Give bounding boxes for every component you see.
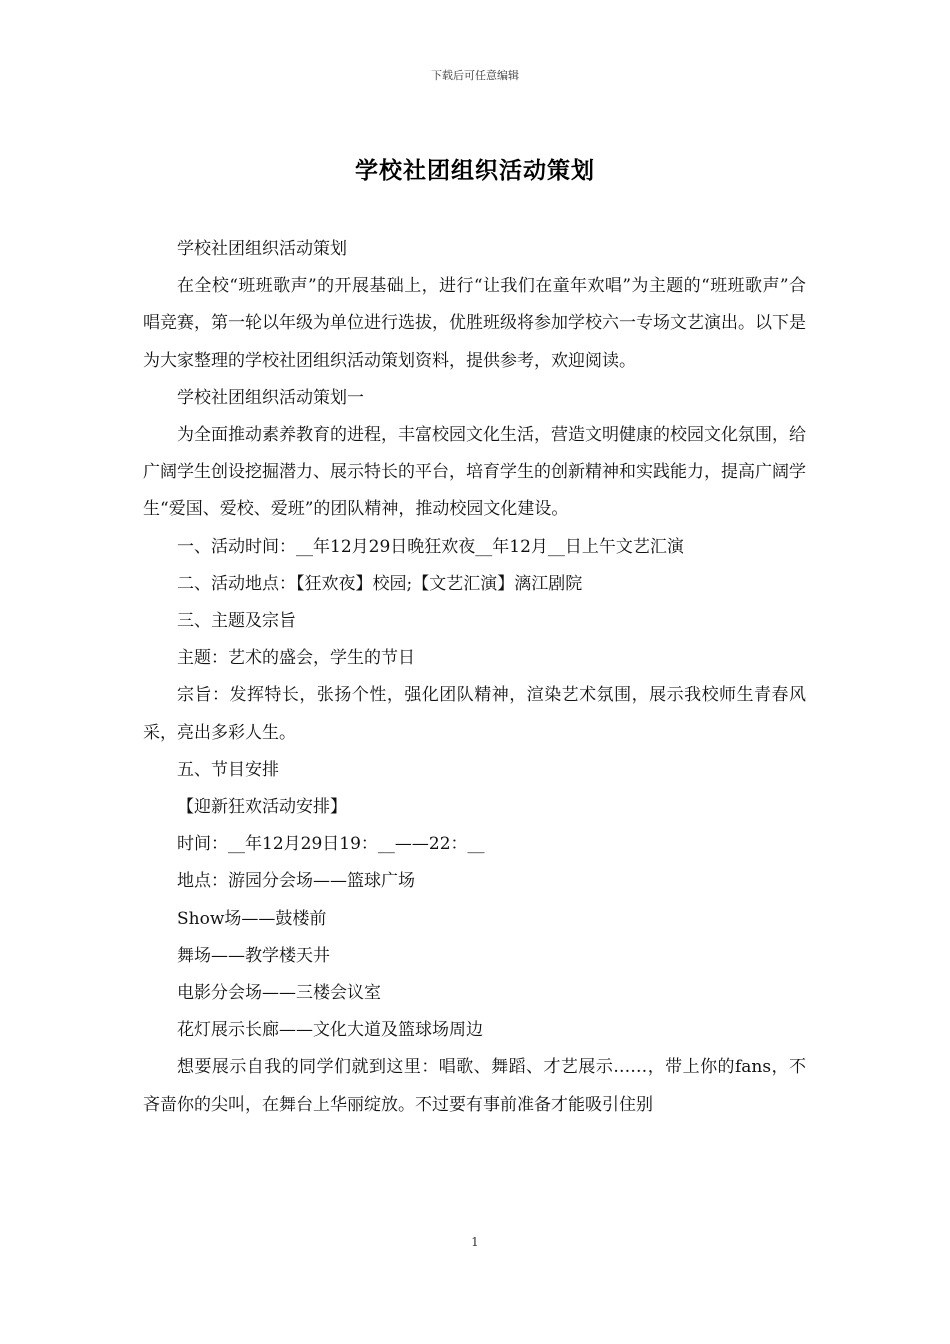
paragraph-intro-heading: 学校社团组织活动策划 [177, 239, 347, 259]
paragraph-venue-show: Show场——鼓楼前 [177, 908, 327, 929]
header-note: 下载后可任意编辑 [431, 69, 519, 82]
paragraph-carnival-heading: 【迎新狂欢活动安排】 [177, 797, 347, 818]
paragraph-section-heading: 学校社团组织活动策划一 [177, 387, 364, 408]
paragraph-aim: 宗旨：发挥特长，张扬个性，强化团队精神，渲染艺术氛围，展示我校师生青春风采，亮出多彩人生。 [143, 685, 806, 743]
page-number: 1 [471, 1235, 479, 1249]
document-body [143, 231, 806, 1124]
paragraph-venue-lantern: 花灯展示长廊——文化大道及篮球场周边 [177, 1020, 483, 1041]
page-title: 学校社团组织活动策划 [355, 157, 595, 184]
paragraph-theme-heading: 三、主题及宗旨 [177, 611, 296, 632]
paragraph-venue-movie: 电影分会场——三楼会议室 [177, 983, 381, 1004]
paragraph-location: 二、活动地点：【狂欢夜】校园;【文艺汇演】漓江剧院 [177, 573, 583, 594]
paragraph-program-heading: 五、节目安排 [177, 759, 279, 780]
paragraph-venue-basketball: 地点：游园分会场——篮球广场 [177, 871, 415, 892]
paragraph-purpose: 为全面推动素养教育的进程，丰富校园文化生活，营造文明健康的校园文化氛围，给广阔学生创设挖掘潜力、展示特长的平台，培育学生的创新精神和实践能力，提高广阔学生“爱国、爱校、爱班”的团队精神，推动校园文化建设。 [143, 425, 806, 520]
paragraph-theme: 主题：艺术的盛会，学生的节日 [177, 648, 415, 669]
paragraph-intro: 在全校“班班歌声”的开展基础上，进行“让我们在童年欢唱”为主题的“班班歌声”合唱竞赛，第一轮以年级为单位进行选拔，优胜班级将参加学校六一专场文艺演出。以下是为大家整理的学校社团组织活动策划资料，提供参考，欢迎阅读。 [143, 276, 806, 371]
paragraph-time: 一、活动时间：__年12月29日晚狂欢夜__年12月__日上午文艺汇演 [177, 536, 684, 557]
paragraph-show-invite: 想要展示自我的同学们就到这里：唱歌、舞蹈、才艺展示……，带上你的fans，不吝啬你的尖叫，在舞台上华丽绽放。不过要有事前准备才能吸引住别 [143, 1057, 806, 1115]
paragraph-carnival-time: 时间：__年12月29日19：__——22：__ [177, 834, 485, 855]
paragraph-venue-dance: 舞场——教学楼天井 [177, 945, 330, 966]
